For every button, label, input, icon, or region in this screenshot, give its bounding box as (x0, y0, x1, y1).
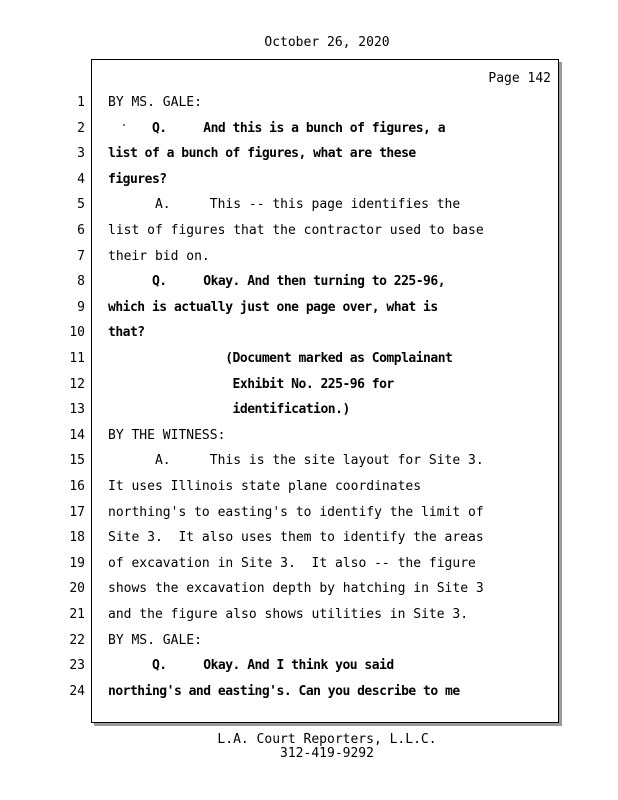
line-number: 9 (77, 300, 85, 315)
line-number: 17 (69, 505, 85, 520)
line-text: figures? (108, 172, 167, 187)
line-number: 5 (77, 197, 85, 212)
line-text: BY MS. GALE: (108, 633, 202, 648)
page-number: Page 142 (488, 71, 551, 86)
line-text: northing's to easting's to identify the limit of (108, 505, 484, 520)
line-number: 10 (69, 325, 85, 340)
line-text: BY THE WITNESS: (108, 428, 226, 443)
line-number: 4 (77, 172, 85, 187)
line-text: shows the excavation depth by hatching in Site 3 (108, 581, 484, 596)
line-text: Q. And this is a bunch of figures, a (108, 121, 446, 136)
line-text: BY MS. GALE: (108, 95, 202, 110)
line-text: list of figures that the contractor used to base (108, 223, 484, 238)
line-text: A. This -- this page identifies the (108, 197, 461, 212)
line-number: 1 (77, 95, 85, 110)
line-text: identification.) (108, 402, 350, 417)
header-date: October 26, 2020 (264, 35, 390, 50)
line-number: 16 (69, 479, 85, 494)
line-number: 12 (69, 377, 85, 392)
line-text: list of a bunch of figures, what are these (108, 146, 416, 161)
line-text: Q. Okay. And then turning to 225-96, (108, 274, 446, 289)
line-number: 6 (77, 223, 85, 238)
line-text: Q. Okay. And I think you said (108, 658, 394, 673)
line-text: and the figure also shows utilities in Site 3. (108, 607, 469, 622)
line-number: 24 (69, 684, 85, 699)
line-text: their bid on. (108, 249, 210, 264)
line-text: of excavation in Site 3. It also -- the figure (108, 556, 476, 571)
line-text: Exhibit No. 225-96 for (108, 377, 394, 392)
line-number: 20 (69, 581, 85, 596)
line-number: 19 (69, 556, 85, 571)
line-number: 8 (77, 274, 85, 289)
line-number: 15 (69, 453, 85, 468)
line-number: 13 (69, 402, 85, 417)
line-text: A. This is the site layout for Site 3. (108, 453, 484, 468)
line-number: 14 (69, 428, 85, 443)
line-text: (Document marked as Complainant (108, 351, 453, 366)
line-number: 18 (69, 530, 85, 545)
line-text: which is actually just one page over, what is (108, 300, 438, 315)
line-number: 22 (69, 633, 85, 648)
line-text: northing's and easting's. Can you describe to me (108, 684, 460, 699)
line-number: 3 (77, 146, 85, 161)
line-text: that? (108, 325, 145, 340)
line-number: 21 (69, 607, 85, 622)
line-text: Site 3. It also uses them to identify the areas (108, 530, 484, 545)
line-number: 23 (69, 658, 85, 673)
line-number: 11 (69, 351, 85, 366)
line-number: 7 (77, 249, 85, 264)
line-number: 2 (77, 121, 85, 136)
footer-company-name: L.A. Court Reporters, L.L.C. (217, 732, 437, 747)
line-text: It uses Illinois state plane coordinates (108, 479, 422, 494)
footer-phone: 312-419-9292 (280, 746, 374, 761)
